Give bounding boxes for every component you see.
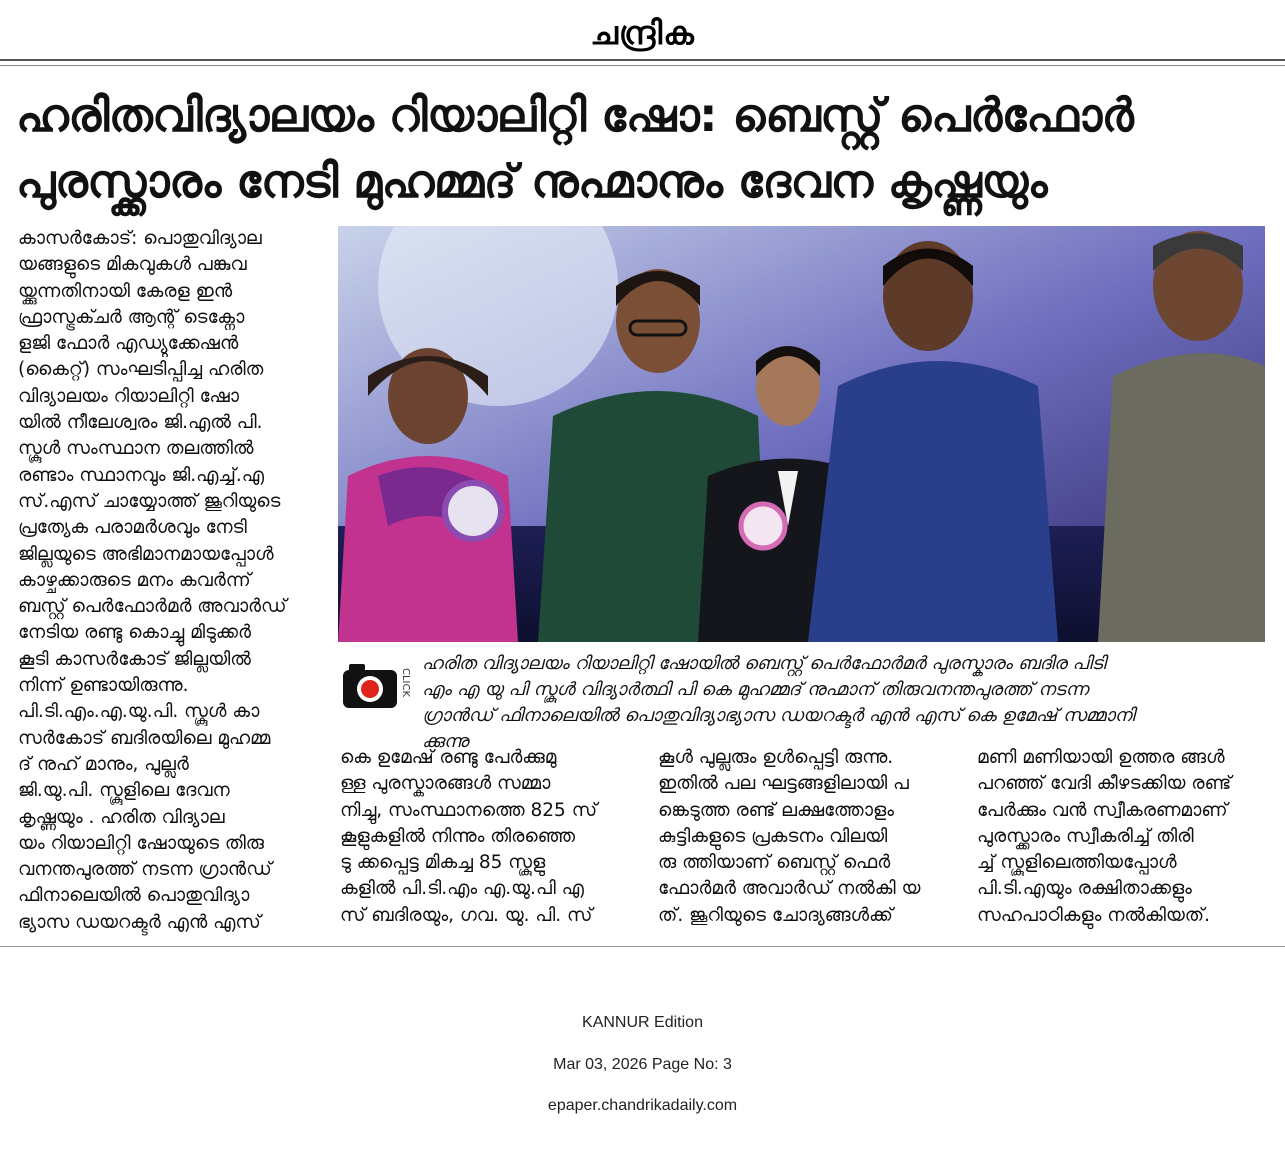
column-4-line: സഹപാഠികളും നൽകിയത്. xyxy=(977,904,1211,926)
column-3-line: ഫോർമർ അവാർഡ് നൽകി യ xyxy=(658,878,921,900)
masthead-rule-bottom xyxy=(0,65,1285,66)
site-url: epaper.chandrikadaily.com xyxy=(547,1097,738,1114)
edition-label: KANNUR Edition xyxy=(582,1014,703,1031)
column-left-line: പി.ടി.എം.എ.യു.പി. സ്കൂൾ കാ xyxy=(18,701,260,723)
article-headline xyxy=(16,82,1266,214)
column-2-line: നിച്ചു, സംസ്ഥാനത്തെ 825 സ് xyxy=(340,799,598,821)
column-2-line: കളിൽ പി.ടി.എം എ.യു.പി എ xyxy=(340,878,584,900)
masthead-rule-top xyxy=(0,59,1285,61)
column-left-line: രണ്ടാം സ്ഥാനവും ജി.എച്ച്.എ xyxy=(18,464,264,486)
column-left-line: കാസർകോട്: പൊതുവിദ്യാല xyxy=(18,228,262,249)
article-column-4 xyxy=(977,745,1267,929)
caption-line: ഗ്രാൻഡ് ഫിനാലെയിൽ പൊതുവിദ്യാഭ്യാസ ഡയറക്ടർ എൻ എസ് കെ ഉമേഷ് സമ്മാനി xyxy=(422,705,1135,726)
caption-line: ഹരിത വിദ്യാലയം റിയാലിറ്റി ഷോയിൽ ബെസ്റ്റ് പെർഫോർമർ പുരസ്കാരം ബദിര പിടി xyxy=(422,653,1106,674)
column-4-line: ച്ച് സ്കൂളിലെത്തിയപ്പോൾ xyxy=(977,852,1177,874)
column-2-line: കെ ഉമേഷ് രണ്ടു പേർക്കുമു xyxy=(340,747,557,768)
column-left-line: ഫ്രാസ്ട്രക്ചർ ആന്റ് ടെക്നോ xyxy=(18,306,245,328)
headline-line-1: ഹരിതവിദ്യാലയം റിയാലിറ്റി ഷോ: ബെസ്റ്റ് പെർഫോർ xyxy=(16,88,1134,142)
column-left-line: ഭ്യാസ ഡയറക്ടർ എൻ എസ് xyxy=(18,911,261,933)
column-left-line: നിന്ന് ഉണ്ടായിരുന്നു. xyxy=(18,675,189,697)
column-left-line: യ്ക്കുന്നതിനായി കേരള ഇൻ xyxy=(18,280,233,302)
column-3-line: ത്. ജൂറിയുടെ ചോദ്യങ്ങൾക്ക് xyxy=(658,904,893,926)
camera-label: CLICK xyxy=(400,668,411,698)
column-2-line: ടു ക്കപ്പെട്ട മികച്ച 85 സ്കൂളു xyxy=(340,852,546,874)
photo-caption xyxy=(422,651,1267,755)
article-column-left xyxy=(18,226,310,936)
column-4-line: പുരസ്ക്കാരം സ്വീകരിച്ച് തിരി xyxy=(977,825,1194,847)
date-page-label: Mar 03, 2026 Page No: 3 xyxy=(553,1056,732,1073)
caption-line: ക്കുന്നു xyxy=(422,731,469,752)
article-column-2 xyxy=(340,745,630,929)
column-left-line: (കൈറ്റ്) സംഘടിപ്പിച്ച ഹരിത xyxy=(18,359,264,381)
column-2-line: ള്ള പുരസ്കാരങ്ങൾ സമ്മാ xyxy=(340,773,551,795)
column-left-line: കൂടി കാസർകോട് ജില്ലയിൽ xyxy=(18,648,251,670)
masthead xyxy=(0,0,1285,62)
column-left-line: സ്.എസ് ചായ്യോത്ത് ജൂറിയുടെ xyxy=(18,490,281,512)
column-left-line: ഫിനാലെയിൽ പൊതുവിദ്യാ xyxy=(18,885,250,907)
page-bottom-rule xyxy=(0,946,1285,947)
column-left-line: വിദ്യാലയം റിയാലിറ്റി ഷോ xyxy=(18,385,240,407)
column-left-line: ളജി ഫോർ എഡ്യുക്കേഷൻ xyxy=(18,333,239,355)
column-2-line: കൂളുകളിൽ നിന്നും തിരഞ്ഞെ xyxy=(340,825,575,847)
column-4-line: പി.ടി.എയും രക്ഷിതാക്കളും xyxy=(977,878,1192,900)
column-4-line: പേർക്കും വൻ സ്വീകരണമാണ് xyxy=(977,799,1228,821)
column-left-line: ദ് നുഹ് മാനും, പുല്ലൂർ xyxy=(18,753,189,775)
column-left-line: യിൽ നീലേശ്വരം ജി.എൽ പി. xyxy=(18,412,263,434)
article-column-3 xyxy=(658,745,948,929)
column-left-line: യം റിയാലിറ്റി ഷോയുടെ തിരു xyxy=(18,832,264,854)
column-left-line: നേടിയ രണ്ടു കൊച്ചു മിടുക്കർ xyxy=(18,622,251,644)
headline-line-2: പുരസ്ക്കാരം നേടി മുഹമ്മദ് നുഹ്മാനും ദേവന കൃഷ്ണയും xyxy=(16,154,1048,208)
camera-icon xyxy=(341,660,413,710)
column-left-line: സ്കൂൾ സംസ്ഥാന തലത്തിൽ xyxy=(18,438,254,460)
column-left-line: ജില്ലയുടെ അഭിമാനമായപ്പോൾ xyxy=(18,543,274,565)
column-left-line: ജി.യു.പി. സ്കൂളിലെ ദേവന xyxy=(18,780,230,802)
column-3-line: കുട്ടികളുടെ പ്രകടനം വിലയി xyxy=(658,825,888,847)
column-left-line: സർകോട് ബദിരയിലെ മുഹമ്മ xyxy=(18,727,271,749)
caption-line: എം എ യു പി സ്കൂൾ വിദ്യാർത്ഥി പി കെ മുഹമ്മദ് നുഹ്മാന് തിരുവനന്തപുരത്ത് നടന്ന xyxy=(422,679,1089,700)
column-4-line: മണി മണിയായി ഉത്തര ങ്ങൾ xyxy=(977,747,1225,768)
column-3-line: ഇതിൽ പല ഘട്ടങ്ങളിലായി പ xyxy=(658,773,909,795)
column-left-line: പ്രത്യേക പരാമർശവും നേടി xyxy=(18,517,247,539)
column-left-line: ബസ്റ്റ് പെർഫോർമർ അവാർഡ് xyxy=(18,596,287,618)
award-ceremony-photo xyxy=(338,226,1265,642)
column-3-line: രു ത്തിയാണ് ബെസ്റ്റ് ഫെർ xyxy=(658,852,891,874)
column-3-line: ങ്കെടുത്ത രണ്ട് ലക്ഷത്തോളം xyxy=(658,799,894,821)
column-left-line: യങ്ങളുടെ മികവുകൾ പങ്കുവ xyxy=(18,254,247,276)
column-left-line: കാഴ്ചക്കാരുടെ മനം കവർന്ന് xyxy=(18,569,251,591)
column-2-line: സ് ബദിരയും, ഗവ. യു. പി. സ് xyxy=(340,904,593,926)
column-left-line: വനന്തപുരത്ത് നടന്ന ഗ്രാൻഡ് xyxy=(18,859,272,881)
newspaper-logo: ചന്ദ്രിക xyxy=(590,14,695,52)
column-3-line: കൂൾ പുല്ലൂരും ഉൾപ്പെട്ടി രുന്നു. xyxy=(658,747,894,768)
column-left-line: കൃഷ്ണയും . ഹരിത വിദ്യാല xyxy=(18,806,225,828)
column-4-line: പറഞ്ഞ് വേദി കീഴടക്കിയ രണ്ട് xyxy=(977,773,1232,795)
news-photo xyxy=(338,226,1265,642)
